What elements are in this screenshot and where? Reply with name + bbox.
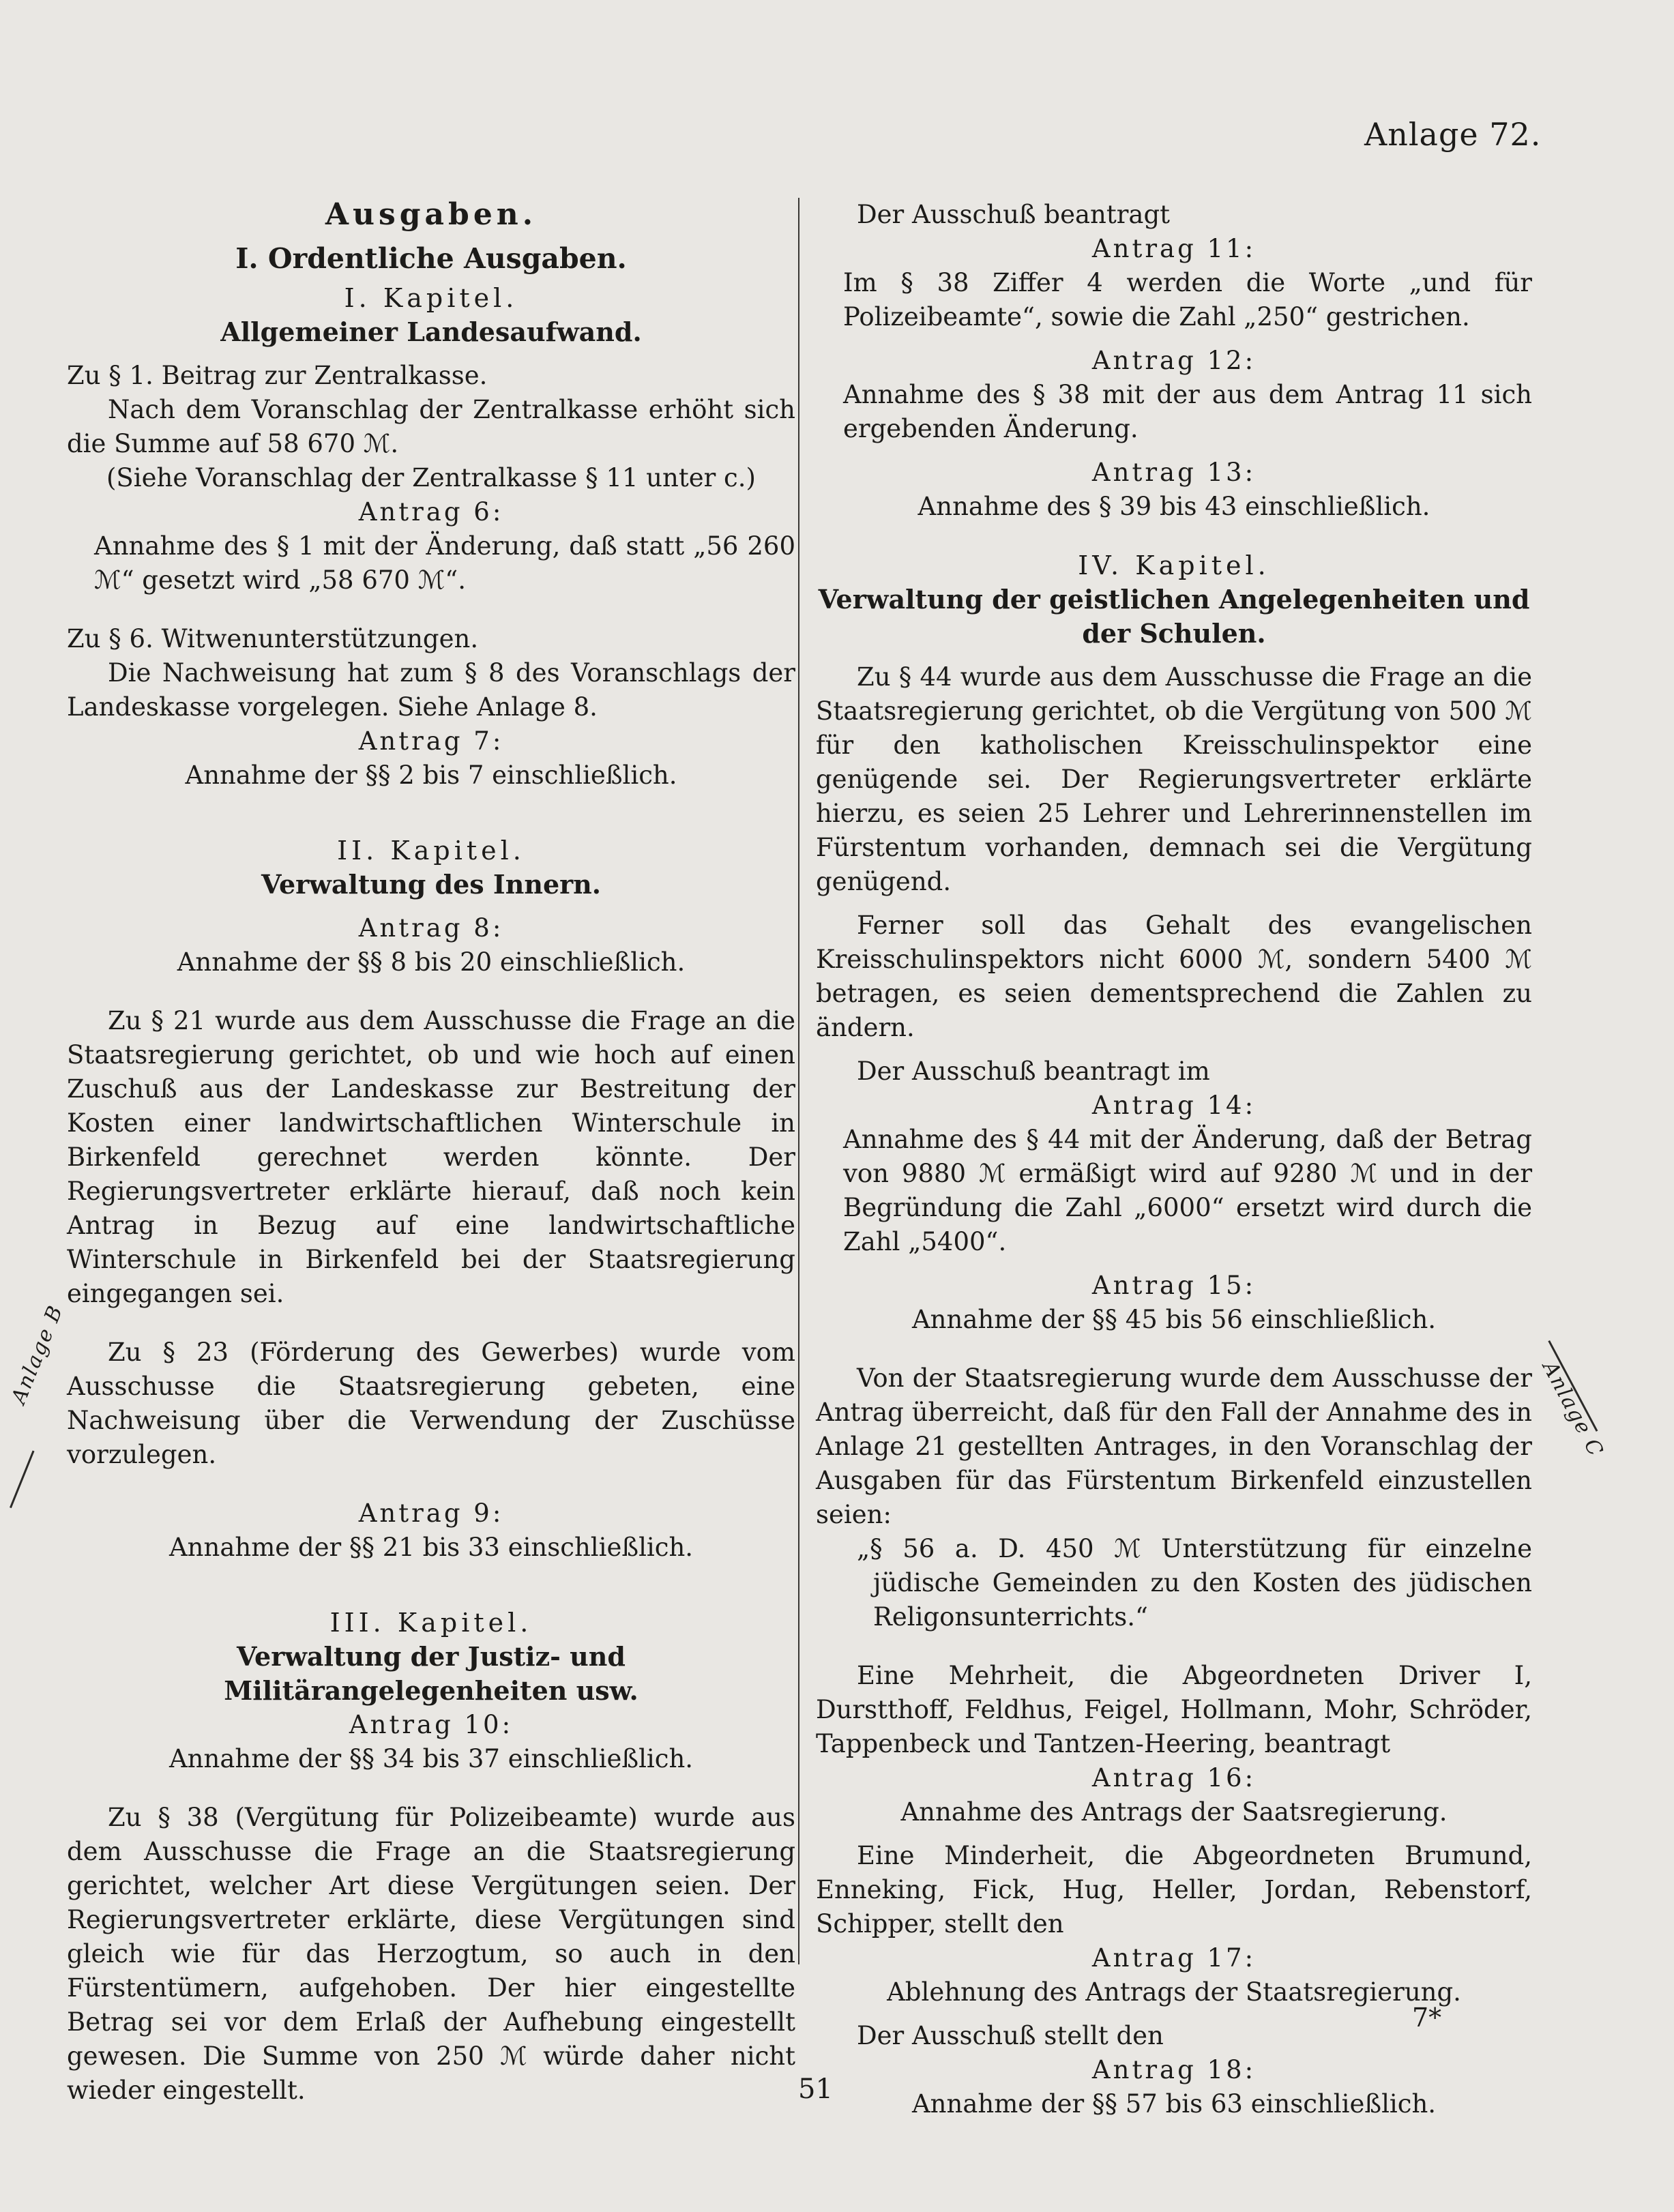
paragraph: Der Ausschuß beantragt im	[857, 1057, 1210, 1086]
antrag-text: Annahme des Antrags der Saatsregierung.	[900, 1797, 1448, 1827]
antrag-text: Annahme des § 44 mit der Änderung, daß der Betrag von 9880 ℳ ermäßigt wird auf 9280 ℳ und in der Begründung die Zahl „6000“ ersetzt wird durch die Zahl „5400“.	[843, 1125, 1532, 1256]
antrag-text: Annahme des § 39 bis 43 einschließlich.	[917, 492, 1430, 521]
antrag-text: Annahme der §§ 21 bis 33 einschließlich.	[168, 1533, 694, 1562]
left-column	[67, 198, 795, 2108]
chapter-1-title: Allgemeiner Landesaufwand.	[220, 316, 642, 347]
paragraph: Zu § 21 wurde aus dem Ausschusse die Frage an die Staatsregierung gerichtet, ob und wie hoch auf einen Zuschuß aus der Landeskasse zur Bestreitung der Kosten einer landwirtschaftlichen Winterschule in Birkenfeld gerechnet werden könnte. Der Regierungsvertreter erklärte hierauf, daß noch kein Antrag in Bezug auf eine landwirtschaftliche Winterschule in Birkenfeld bei der Staatsregierung eingegangen sei.	[67, 1006, 795, 1308]
title: Ausgaben.	[325, 197, 538, 232]
antrag-label: Antrag 8:	[358, 913, 504, 943]
antrag-text: Im § 38 Ziffer 4 werden die Worte „und für Polizeibeamte“, sowie die Zahl „250“ gestrichen.	[843, 268, 1532, 331]
page-number: 51	[798, 2074, 833, 2105]
chapter-4-title: Verwaltung der geistlichen Angelegenheiten und der Schulen.	[818, 584, 1530, 649]
right-column	[816, 198, 1532, 2121]
chapter-1: I. Kapitel.	[344, 283, 518, 313]
antrag-text: Annahme der §§ 45 bis 56 einschließlich.	[911, 1305, 1437, 1334]
antrag-label: Antrag 13:	[1091, 458, 1257, 487]
paragraph: Eine Mehrheit, die Abgeordneten Driver I, Durstthoff, Feldhus, Feigel, Hollmann, Mohr, Schröder, Tappenbeck und Tantzen-Heering, beantragt	[816, 1661, 1532, 1758]
paragraph: Die Nachweisung hat zum § 8 des Voranschlags der Landeskasse vorgelegen. Siehe Anlage 8.	[67, 658, 795, 722]
antrag-label: Antrag 11:	[1091, 234, 1257, 263]
antrag-text: Annahme des § 38 mit der aus dem Antrag 11 sich ergebenden Änderung.	[843, 380, 1532, 443]
margin-note-right: Anlage C	[1538, 1357, 1609, 1462]
paragraph: Ferner soll das Gehalt des evangelischen Kreisschulinspektors nicht 6000 ℳ, sondern 5400 ℳ betragen, es seien dementsprechend die Zahlen zu ändern.	[816, 911, 1532, 1042]
paragraph: (Siehe Voranschlag der Zentralkasse § 11 unter c.)	[106, 463, 756, 492]
antrag-text: Annahme der §§ 2 bis 7 einschließlich.	[185, 761, 677, 790]
signature-mark: 7*	[1412, 2003, 1442, 2033]
paragraph: Der Ausschuß stellt den	[857, 2021, 1164, 2050]
column-divider	[798, 198, 799, 1964]
paragraph: Nach dem Voranschlag der Zentralkasse erhöht sich die Summe auf 58 670 ℳ.	[67, 395, 795, 458]
paragraph: Zu § 6. Witwenunterstützungen.	[67, 624, 479, 653]
antrag-label: Antrag 7:	[358, 726, 504, 756]
chapter-2-title: Verwaltung des Innern.	[261, 869, 602, 900]
chapter-3-title: Verwaltung der Justiz- und Militärangelegenheiten usw.	[224, 1641, 638, 1706]
antrag-text: Annahme des § 1 mit der Änderung, daß statt „56 260 ℳ“ gesetzt wird „58 670 ℳ“.	[94, 531, 795, 595]
antrag-label: Antrag 6:	[358, 497, 504, 527]
margin-note-left: Anlage B	[7, 1301, 68, 1408]
paragraph: Zu § 1. Beitrag zur Zentralkasse.	[67, 361, 488, 390]
antrag-label: Antrag 17:	[1091, 1943, 1257, 1973]
chapter-3: III. Kapitel.	[329, 1608, 533, 1638]
paragraph: Zu § 23 (Förderung des Gewerbes) wurde vom Ausschusse die Staatsregierung gebeten, eine Nachweisung über die Verwendung der Zuschüsse vorzulegen.	[67, 1338, 795, 1469]
paragraph: Von der Staatsregierung wurde dem Ausschusse der Antrag überreicht, daß für den Fall der Annahme des in Anlage 21 gestellten Antrages, in den Voranschlag der Ausgaben für das Fürstentum Birkenfeld einzustellen seien:	[816, 1363, 1532, 1529]
margin-line-left	[10, 1451, 34, 1509]
antrag-label: Antrag 14:	[1091, 1091, 1257, 1120]
antrag-label: Antrag 12:	[1091, 346, 1257, 375]
anlage-heading: Anlage 72.	[1364, 116, 1542, 153]
antrag-text: Ablehnung des Antrags der Staatsregierung.	[887, 1977, 1461, 2007]
antrag-label: Antrag 16:	[1091, 1763, 1257, 1793]
paragraph: Zu § 44 wurde aus dem Ausschusse die Frage an die Staatsregierung gerichtet, ob die Vergütung von 500 ℳ für den katholischen Kreisschulinspektor eine genügende sei. Der Regierungsvertreter erklärte hierzu, es seien 25 Lehrer und Lehrerinnenstellen im Fürstentum vorhanden, demnach sei die Vergütung genügend.	[816, 662, 1532, 896]
antrag-label: Antrag 18:	[1091, 2055, 1257, 2084]
quoted-item: „§ 56 a. D. 450 ℳ Unterstützung für einzelne jüdische Gemeinden zu den Kosten des jüdischen Religonsunterrichts.“	[857, 1534, 1532, 1632]
paragraph: Der Ausschuß beantragt	[857, 200, 1171, 229]
antrag-text: Annahme der §§ 34 bis 37 einschließlich.	[168, 1744, 694, 1773]
chapter-2: II. Kapitel.	[337, 836, 525, 866]
antrag-label: Antrag 15:	[1091, 1271, 1257, 1300]
chapter-4: IV. Kapitel.	[1078, 550, 1270, 580]
antrag-text: Annahme der §§ 57 bis 63 einschließlich.	[911, 2089, 1437, 2119]
antrag-label: Antrag 9:	[358, 1499, 504, 1528]
antrag-text: Annahme der §§ 8 bis 20 einschließlich.	[177, 947, 686, 977]
antrag-label: Antrag 10:	[349, 1710, 514, 1739]
section-heading: I. Ordentliche Ausgaben.	[235, 242, 627, 275]
paragraph: Zu § 38 (Vergütung für Polizeibeamte) wurde aus dem Ausschusse die Frage an die Staatsregierung gerichtet, welcher Art diese Vergütungen seien. Der Regierungsvertreter erklärte, diese Vergütungen sind gleich wie für das Herzogtum, so auch in den Fürstentümern, aufgehoben. Der hier eingestellte Betrag sei vor dem Erlaß der Aufhebung eingestellt gewesen. Die Summe von 250 ℳ würde daher nicht wieder eingestellt.	[67, 1803, 795, 2105]
paragraph: Eine Minderheit, die Abgeordneten Brumund, Enneking, Fick, Hug, Heller, Jordan, Rebenstorf, Schipper, stellt den	[816, 1841, 1532, 1938]
